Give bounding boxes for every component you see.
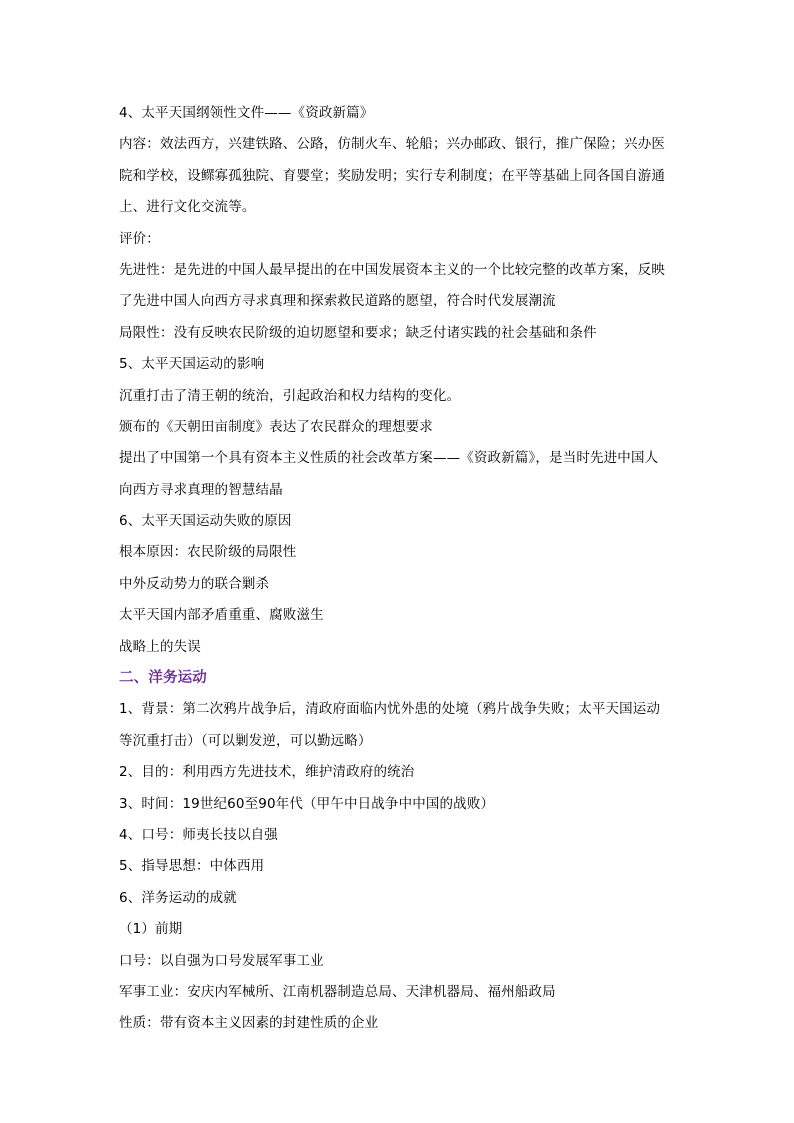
section-heading-westernization-achievements: 6、洋务运动的成就	[119, 889, 237, 906]
paragraph-line: 战略上的失误	[119, 638, 201, 655]
paragraph-line: 评价：	[119, 230, 160, 247]
paragraph-line: 1、背景：第二次鸦片战争后，清政府面临内忧外患的处境（鸦片战争失败；太平天国运动	[119, 701, 661, 718]
paragraph-line: 上、进行文化交流等。	[119, 199, 256, 216]
paragraph-line: 太平天国内部矛盾重重、腐败滋生	[119, 607, 324, 624]
paragraph-line: 了先进中国人向西方寻求真理和探索救民道路的愿望，符合时代发展潮流	[119, 293, 556, 310]
paragraph-line: 2、目的：利用西方先进技术，维护清政府的统治	[119, 764, 415, 781]
paragraph-line: 等沉重打击）（可以剿发逆，可以勤远略）	[119, 732, 372, 749]
paragraph-line: 向西方寻求真理的智慧结晶	[119, 481, 283, 498]
paragraph-line: 性质：带有资本主义因素的封建性质的企业	[119, 1015, 379, 1032]
paragraph-line: 局限性：没有反映农民阶级的迫切愿望和要求；缺乏付诸实践的社会基础和条件	[119, 324, 597, 341]
paragraph-line: 5、指导思想：中体西用	[119, 858, 265, 875]
paragraph-line: 先进性：是先进的中国人最早提出的在中国发展资本主义的一个比较完整的改革方案，反映	[119, 261, 665, 278]
paragraph-line: 4、口号：师夷长技以自强	[119, 826, 278, 843]
paragraph-line: 颁布的《天朝田亩制度》表达了农民群众的理想要求	[119, 418, 433, 435]
paragraph-line: 沉重打击了清王朝的统治，引起政治和权力结构的变化。	[119, 387, 461, 404]
document-body	[119, 98, 679, 1040]
subsection-heading-early-period: （1）前期	[119, 921, 183, 938]
paragraph-line: 3、时间：19世纪60至90年代（甲午中日战争中中国的战败）	[119, 795, 495, 812]
paragraph-line: 院和学校，设鳏寡孤独院、育婴堂；奖励发明；实行专利制度；在平等基础上同各国自游通	[119, 167, 665, 184]
paragraph-line: 中外反动势力的联合剿杀	[119, 575, 270, 592]
paragraph-line: 提出了中国第一个具有资本主义性质的社会改革方案——《资政新篇》，是当时先进中国人	[119, 450, 659, 467]
section-heading-taiping-failure: 6、太平天国运动失败的原因	[119, 513, 292, 530]
paragraph-line: 军事工业：安庆内军械所、江南机器制造总局、天津机器局、福州船政局	[119, 983, 556, 1000]
chapter-heading-westernization: 二、洋务运动	[119, 670, 207, 687]
section-heading-taiping-impact: 5、太平天国运动的影响	[119, 356, 265, 373]
paragraph-line: 根本原因：农民阶级的局限性	[119, 544, 297, 561]
section-heading-taiping-document: 4、太平天国纲领性文件——《资政新篇》	[119, 105, 374, 121]
paragraph-line: 口号：以自强为口号发展军事工业	[119, 952, 324, 969]
paragraph-line: 内容：效法西方，兴建铁路、公路，仿制火车、轮船；兴办邮政、银行，推广保险；兴办医	[119, 136, 665, 153]
